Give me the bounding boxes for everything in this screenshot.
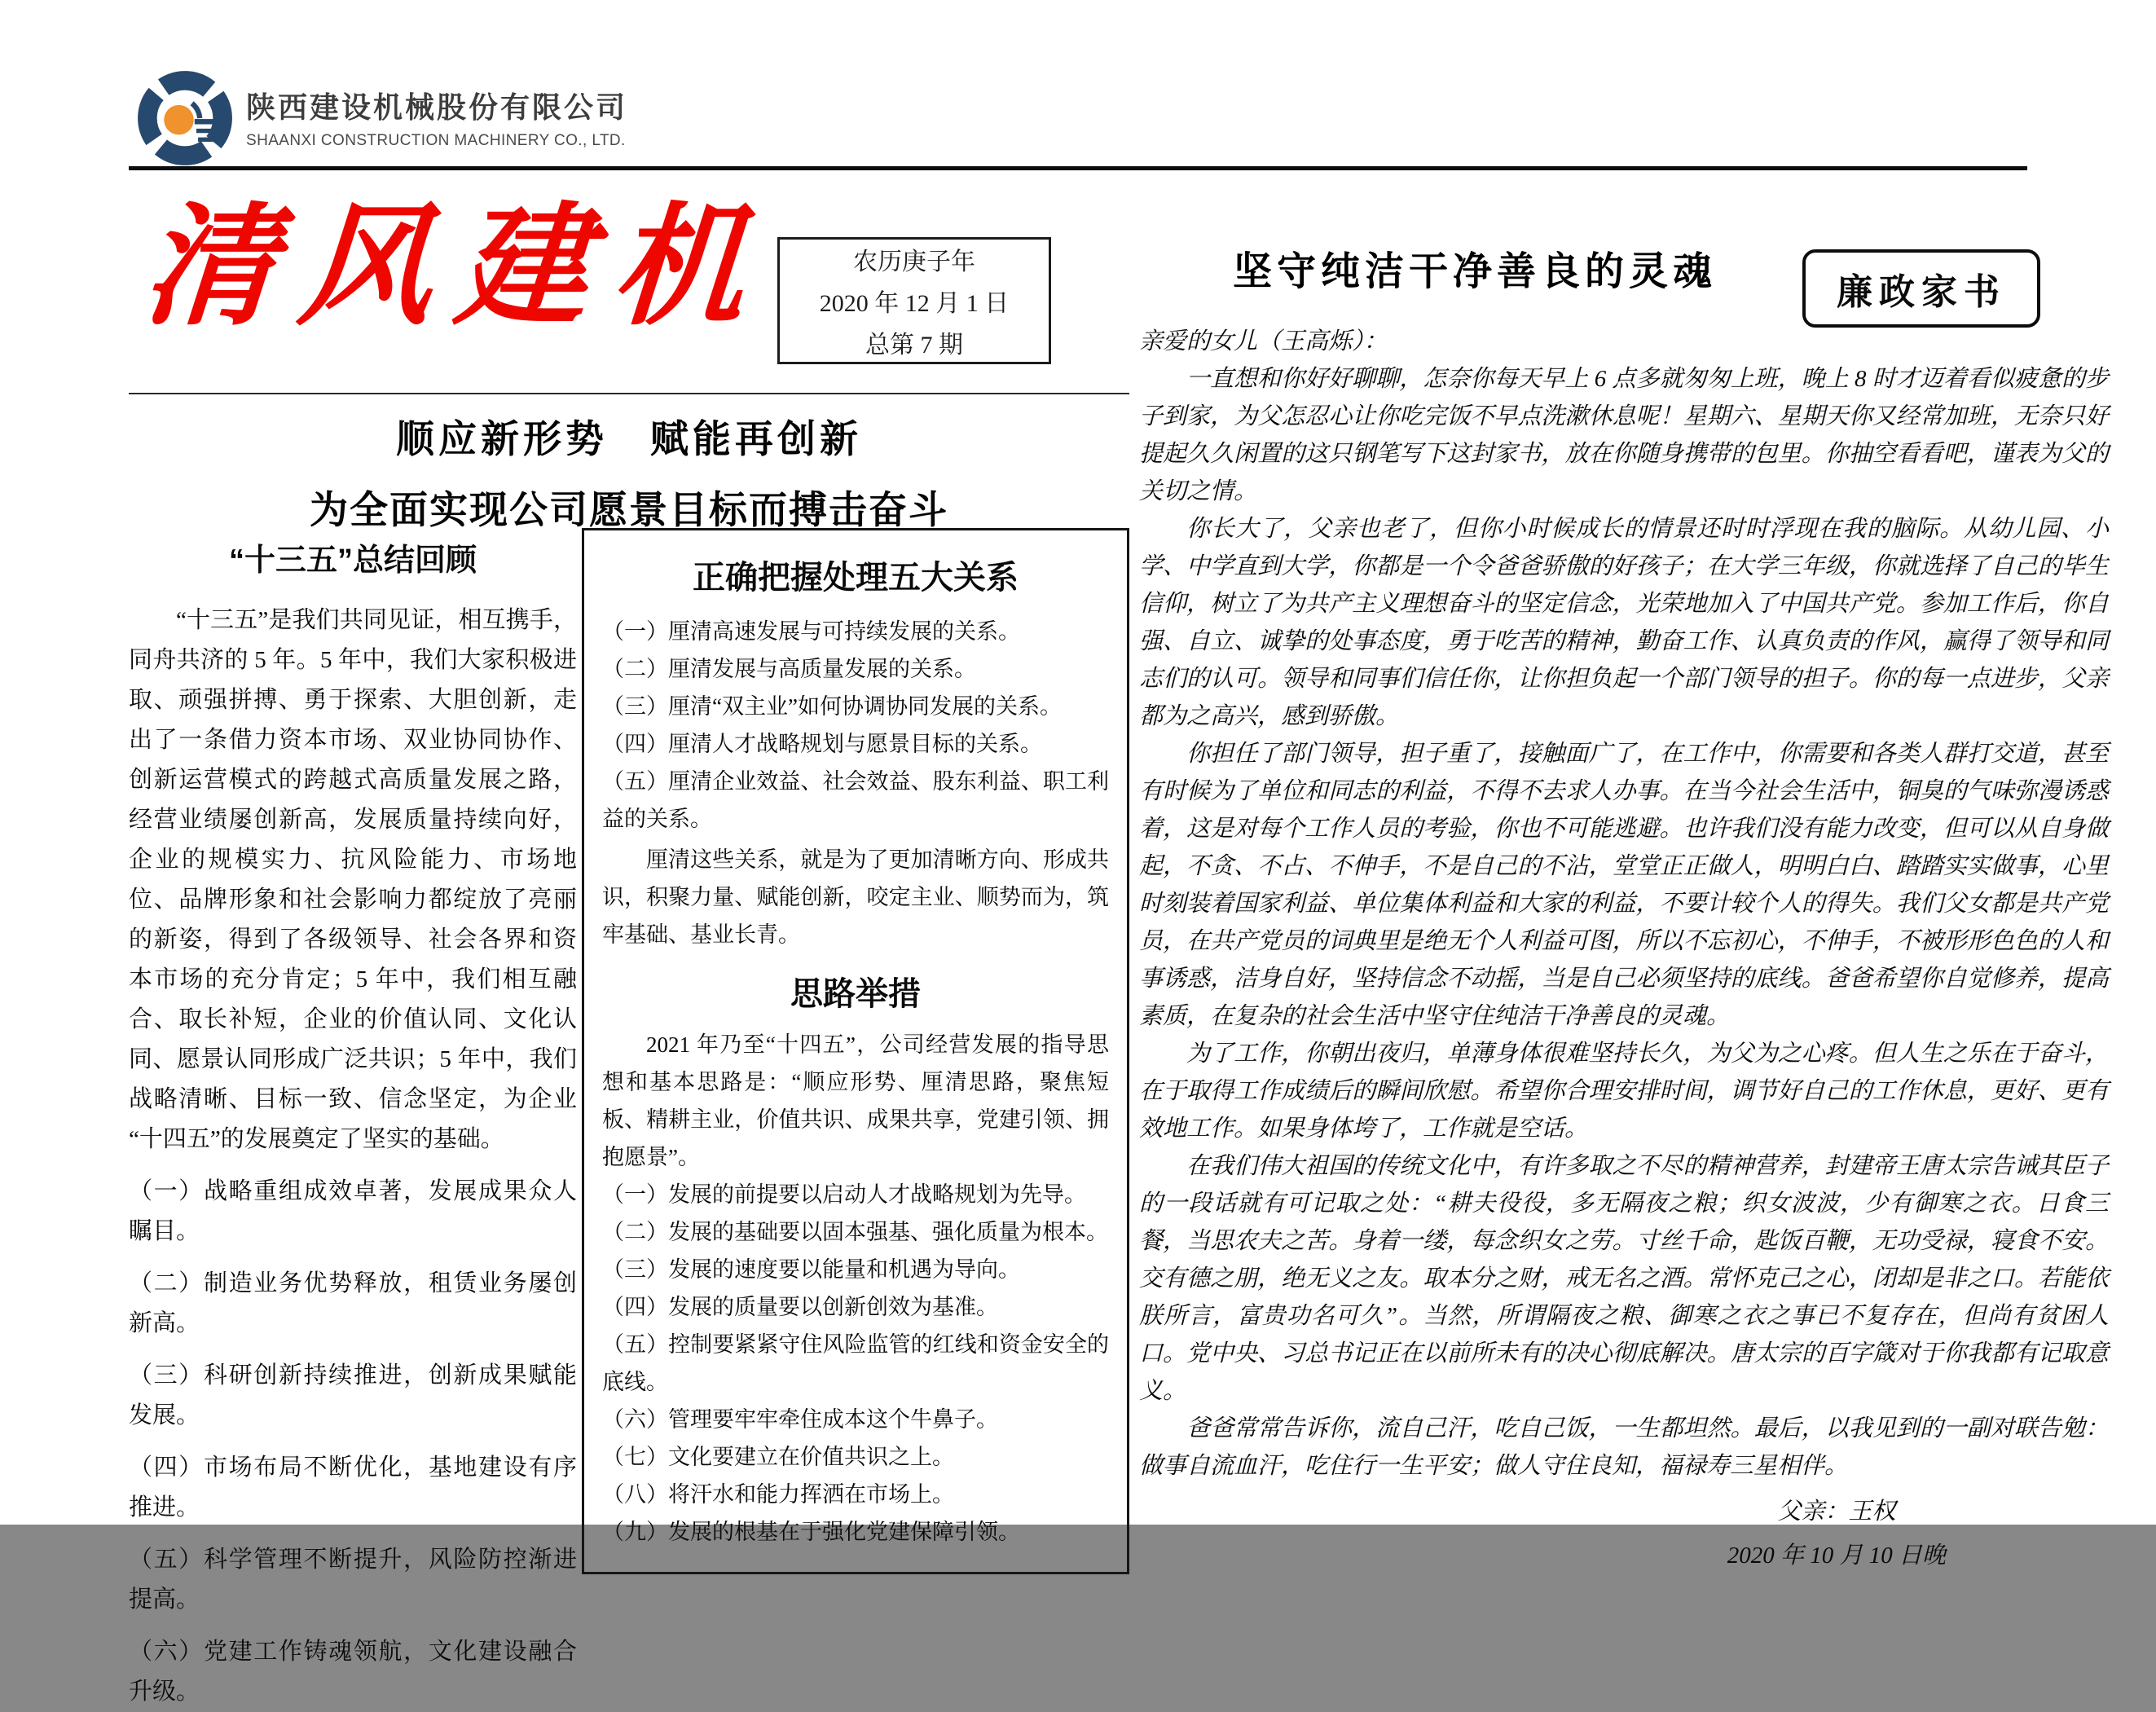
review-item: （六）党建工作铸魂领航，文化建设融合升级。 [129, 1639, 577, 1705]
letter-paragraph: 你长大了，父亲也老了，但你小时候成长的情景还时时浮现在我的脑际。从幼儿园、小学、中学直到大学，你都是一个令爸爸骄傲的好孩子；在大学三年级，你就选择了自己的毕生信仰，树立了为共产主义理想奋斗的坚定信念，光荣地加入了中国共产党。参加工作后，你自强、自立、诚挚的处事态度，勇于吃苦的精神，勤奋工作、认真负责的作风，赢得了领导和同志们的认可。领导和同事们信任你，让你担负起一个部门领导的担子。你的每一点进步，父亲都为之高兴，感到骄傲。 [1139, 516, 2109, 729]
header-divider [129, 166, 2027, 170]
measure-item: （一）发展的前提要以启动人才战略规划为先导。 [602, 1182, 1086, 1207]
letter-paragraph: 一直想和你好好聊聊，怎奈你每天早上 6 点多就匆匆上班，晚上 8 时才迈着看似疲惫的步子到家，为父怎忍心让你吃完饭不早点洗漱休息呢！星期六、星期天你又经常加班，无奈只好提起久久闲置的这只钢笔写下这封家书，放在你随身携带的包里。你抽空看看吧，谨表为父的关切之情。 [1139, 366, 2109, 504]
company-name-block [246, 85, 627, 150]
letter-paragraph: 在我们伟大祖国的传统文化中，有许多取之不尽的精神营养，封建帝王唐太宗告诫其臣子的一段话就有可记取之处：“耕夫役役，多无隔夜之粮；织女波波，少有御寒之衣。日食三餐，当思农夫之苦。身着一缕，每念织女之劳。寸丝千命，匙饭百鞭，无功受禄，寝食不安。交有德之朋，绝无义之友。取本分之财，戒无名之酒。常怀克己之心，闭却是非之口。若能依朕所言，富贵功名可久”。当然，所谓隔夜之粮、御寒之衣之事已不复存在，但尚有贫困人口。党中央、习总书记正在以前所未有的决心彻底解决。唐太宗的百字箴对于你我都有记取意义。 [1139, 1153, 2109, 1404]
letter-signature [1727, 1493, 1946, 1574]
measure-item: （二）发展的基础要以固本强基、强化质量为根本。 [602, 1220, 1108, 1244]
relations-title: 正确把握处理五大关系 [693, 560, 1019, 596]
review-article [129, 535, 577, 1712]
relations-item: （四）厘清人才战略规划与愿景目标的关系。 [602, 732, 1042, 756]
left-headline [129, 409, 1129, 535]
relations-item: （二）厘清发展与高质量发展的关系。 [602, 657, 976, 681]
relations-box [582, 528, 1129, 1574]
masthead-divider [129, 393, 1129, 394]
issue-number: 总第 7 期 [865, 332, 963, 359]
relations-item: （一）厘清高速发展与可持续发展的关系。 [602, 619, 1020, 644]
headline-line1: 顺应新形势 赋能再创新 [396, 417, 862, 460]
letter-paragraph: 你担任了部门领导，担子重了，接触面广了，在工作中，你需要和各类人群打交道，甚至有时候为了单位和同志的利益，不得不去求人办事。在当今社会生活中，铜臭的气味弥漫诱惑着，这是对每个工作人员的考验，你也不可能逃避。也许我们没有能力改变，但可以从自身做起，不贪、不占、不伸手，不是自己的不沾，堂堂正正做人，明明白白、踏踏实实做事，心里时刻装着国家利益、单位集体利益和大家的利益，不要计较个人的得失。我们父女都是共产党员，在共产党员的词典里是绝无个人利益可图，所以不忘初心，不伸手，不被形形色色的人和事诱惑，洁身自好，坚持信念不动摇，当是自己必须坚持的底线。爸爸希望你自觉修养，提高素质，在复杂的社会生活中坚守住纯洁干净善良的灵魂。 [1139, 741, 2109, 1029]
review-item: （三）科研创新持续推进，创新成果赋能发展。 [129, 1362, 577, 1428]
measures-title: 思路举措 [790, 976, 921, 1012]
measure-item: （六）管理要牢牢牵住成本这个牛鼻子。 [602, 1407, 998, 1432]
relations-item: （五）厘清企业效益、社会效益、股东利益、职工利益的关系。 [602, 769, 1109, 831]
measure-item: （三）发展的速度要以能量和机遇为导向。 [602, 1257, 1020, 1282]
company-logo-icon [137, 70, 233, 166]
review-item: （一）战略重组成效卓著，发展成果众人瞩目。 [129, 1178, 577, 1244]
measure-item: （五）控制要紧紧守住风险监管的红线和资金安全的底线。 [602, 1332, 1109, 1394]
review-item: （五）科学管理不断提升，风险防控渐进提高。 [129, 1547, 577, 1613]
issue-info-box [777, 237, 1051, 364]
letter-article-title: 坚守纯洁干净善良的灵魂 [1232, 249, 1717, 294]
letter-salutation: 亲爱的女儿（王高烁）： [1139, 328, 1388, 354]
measures-intro: 2021 年乃至“十四五”，公司经营发展的指导思想和基本思路是：“顺应形势、厘清思路，聚焦短板、精耕主业，价值共识、成果共享，党建引领、拥抱愿景”。 [602, 1032, 1109, 1169]
measure-item: （七）文化要建立在价值共识之上。 [602, 1445, 954, 1469]
headline-line2: 为全面实现公司愿景目标而搏击奋斗 [310, 488, 948, 531]
letter-paragraph: 爸爸常常告诉你，流自己汗，吃自己饭，一生都坦然。最后，以我见到的一副对联告勉：做事自流血汗，吃住行一生平安；做人守住良知，福禄寿三星相伴。 [1139, 1415, 2109, 1479]
company-name-cn: 陕西建设机械股份有限公司 [246, 90, 628, 124]
relations-item: （三）厘清“双主业”如何协调协同发展的关系。 [602, 694, 1062, 719]
letter-body [1139, 323, 2109, 1574]
review-title: “十三五”总结回顾 [228, 544, 477, 578]
measure-item: （四）发展的质量要以创新创效为基准。 [602, 1295, 998, 1319]
letter-paragraph: 为了工作，你朝出夜归，单薄身体很难坚持长久，为父为之心疼。但人生之乐在于奋斗，在于取得工作成绩后的瞬间欣慰。希望你合理安排时间，调节好自己的工作休息，更好、更有效地工作。如果身体垮了，工作就是空话。 [1139, 1041, 2109, 1142]
lunar-year: 农历庚子年 [853, 249, 975, 275]
signature-name: 父亲：王权 [1777, 1499, 1896, 1525]
relations-paragraph: 厘清这些关系，就是为了更加清晰方向、形成共识，积聚力量、赋能创新，咬定主业、顺势而为，筑牢基础、基业长青。 [602, 847, 1109, 947]
company-logo [137, 70, 233, 166]
review-item: （二）制造业务优势释放，租赁业务屡创新高。 [129, 1270, 577, 1336]
review-item: （四）市场布局不断优化，基地建设有序推进。 [129, 1455, 577, 1521]
issue-date: 2020 年 12 月 1 日 [819, 290, 1010, 317]
company-name-en: SHAANXI CONSTRUCTION MACHINERY CO., LTD. [246, 132, 626, 149]
review-paragraph: “十三五”是我们共同见证，相互携手，同舟共济的 5 年。5 年中，我们大家积极进取、顽强拼搏、勇于探索、大胆创新，走出了一条借力资本市场、双业协同协作、创新运营模式的跨越式高质量发展之路，经营业绩屡创新高，发展质量持续向好，企业的规模实力、抗风险能力、市场地位、品牌形象和社会影响力都绽放了亮丽的新姿，得到了各级领导、社会各界和资本市场的充分肯定；5 年中，我们相互融合、取长补短，企业的价值认同、文化认同、愿景认同形成广泛共识；5 年中，我们战略清晰、目标一致、信念坚定，为企业“十四五”的发展奠定了坚实的基础。 [129, 607, 577, 1152]
column-label-badge: 廉政家书 [1802, 249, 2040, 328]
signature-date: 2020 年 10 月 10 日晚 [1727, 1543, 1946, 1569]
measure-item: （九）发展的根基在于强化党建保障引领。 [602, 1520, 1020, 1544]
paper-title: 清风建机 [138, 189, 775, 344]
measure-item: （八）将汗水和能力挥洒在市场上。 [602, 1482, 954, 1507]
